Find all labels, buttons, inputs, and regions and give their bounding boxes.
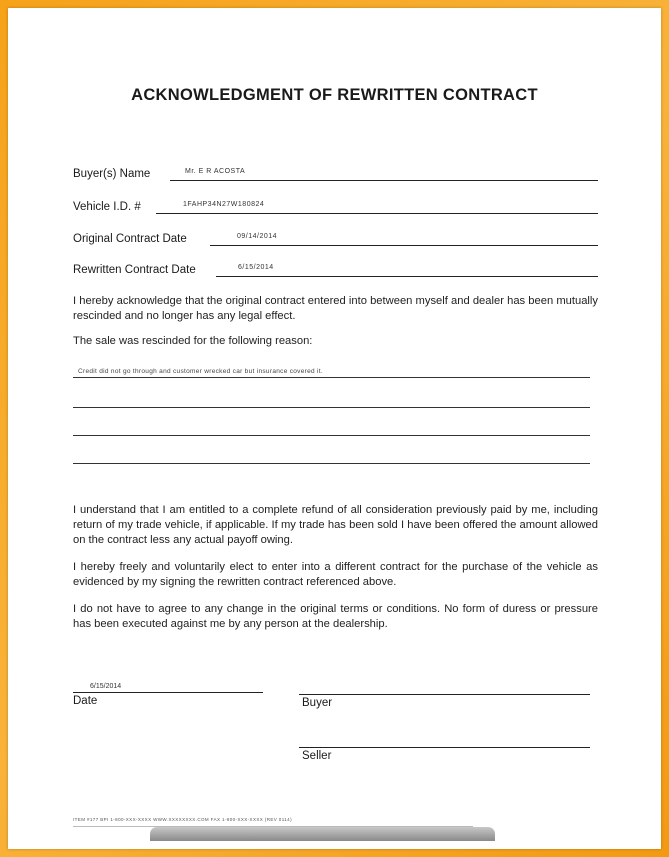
vehicle-id-value: 1FAHP34N27W180824 bbox=[183, 201, 265, 208]
date-signature-label: Date bbox=[73, 695, 98, 707]
buyer-name-value: Mr. E R ACOSTA bbox=[185, 168, 246, 175]
reason-line-3 bbox=[73, 435, 590, 436]
buyer-name-field bbox=[73, 168, 598, 182]
document-title: ACKNOWLEDGMENT OF REWRITTEN CONTRACT bbox=[131, 86, 538, 104]
page-edge-bar bbox=[150, 827, 495, 841]
original-contract-date-line bbox=[210, 245, 598, 246]
seller-signature-line bbox=[299, 747, 590, 748]
buyer-name-line bbox=[170, 180, 598, 181]
reason-line-4 bbox=[73, 463, 590, 464]
document-page bbox=[8, 8, 661, 849]
reason-text: Credit did not go through and customer wrecked car but insurance covered it. bbox=[78, 368, 324, 375]
buyer-signature-label: Buyer bbox=[302, 697, 333, 709]
vehicle-id-field bbox=[73, 201, 598, 215]
date-signature-value: 6/15/2014 bbox=[90, 683, 122, 690]
original-contract-date-label: Original Contract Date bbox=[73, 233, 187, 245]
reason-line-1 bbox=[73, 377, 590, 378]
refund-paragraph: I understand that I am entitled to a complete refund of all consideration previously paid by me, including return of my trade vehicle, if applicable. If my trade has been sold I have been offered the amount allowed on the contract less any actual payoff owing. bbox=[73, 504, 598, 546]
no-duress-paragraph: I do not have to agree to any change in the original terms or conditions. No form of duress or pressure has been executed against me by any person at the dealership. bbox=[73, 603, 598, 630]
original-contract-date-value: 09/14/2014 bbox=[237, 233, 278, 240]
rewritten-contract-date-line bbox=[216, 276, 598, 277]
voluntary-election-paragraph: I hereby freely and voluntarily elect to enter into a different contract for the purchase of the vehicle as evidenced by my signing the rewritten contract referenced above. bbox=[73, 561, 598, 588]
rewritten-contract-date-field bbox=[73, 264, 598, 278]
vehicle-id-label: Vehicle I.D. # bbox=[73, 201, 141, 213]
seller-signature-label: Seller bbox=[302, 750, 332, 762]
rewritten-contract-date-label: Rewritten Contract Date bbox=[73, 264, 196, 276]
reason-line-2 bbox=[73, 407, 590, 408]
vehicle-id-line bbox=[156, 213, 598, 214]
form-footer: ITEM #177 BPI 1-800-XXX-XXXX WWW.XXXXXXXX.COM FAX 1-800-XXX-XXXX (REV 0114) bbox=[73, 817, 292, 822]
acknowledgment-paragraph: I hereby acknowledge that the original contract entered into between myself and dealer has been mutually rescinded and no longer has any legal effect. bbox=[73, 295, 598, 322]
buyer-name-label: Buyer(s) Name bbox=[73, 168, 151, 180]
original-contract-date-field bbox=[73, 233, 598, 247]
buyer-signature-line bbox=[299, 694, 590, 695]
reason-prompt: The sale was rescinded for the following reason: bbox=[73, 335, 313, 347]
date-signature-line bbox=[73, 692, 263, 693]
rewritten-contract-date-value: 6/15/2014 bbox=[238, 264, 274, 271]
